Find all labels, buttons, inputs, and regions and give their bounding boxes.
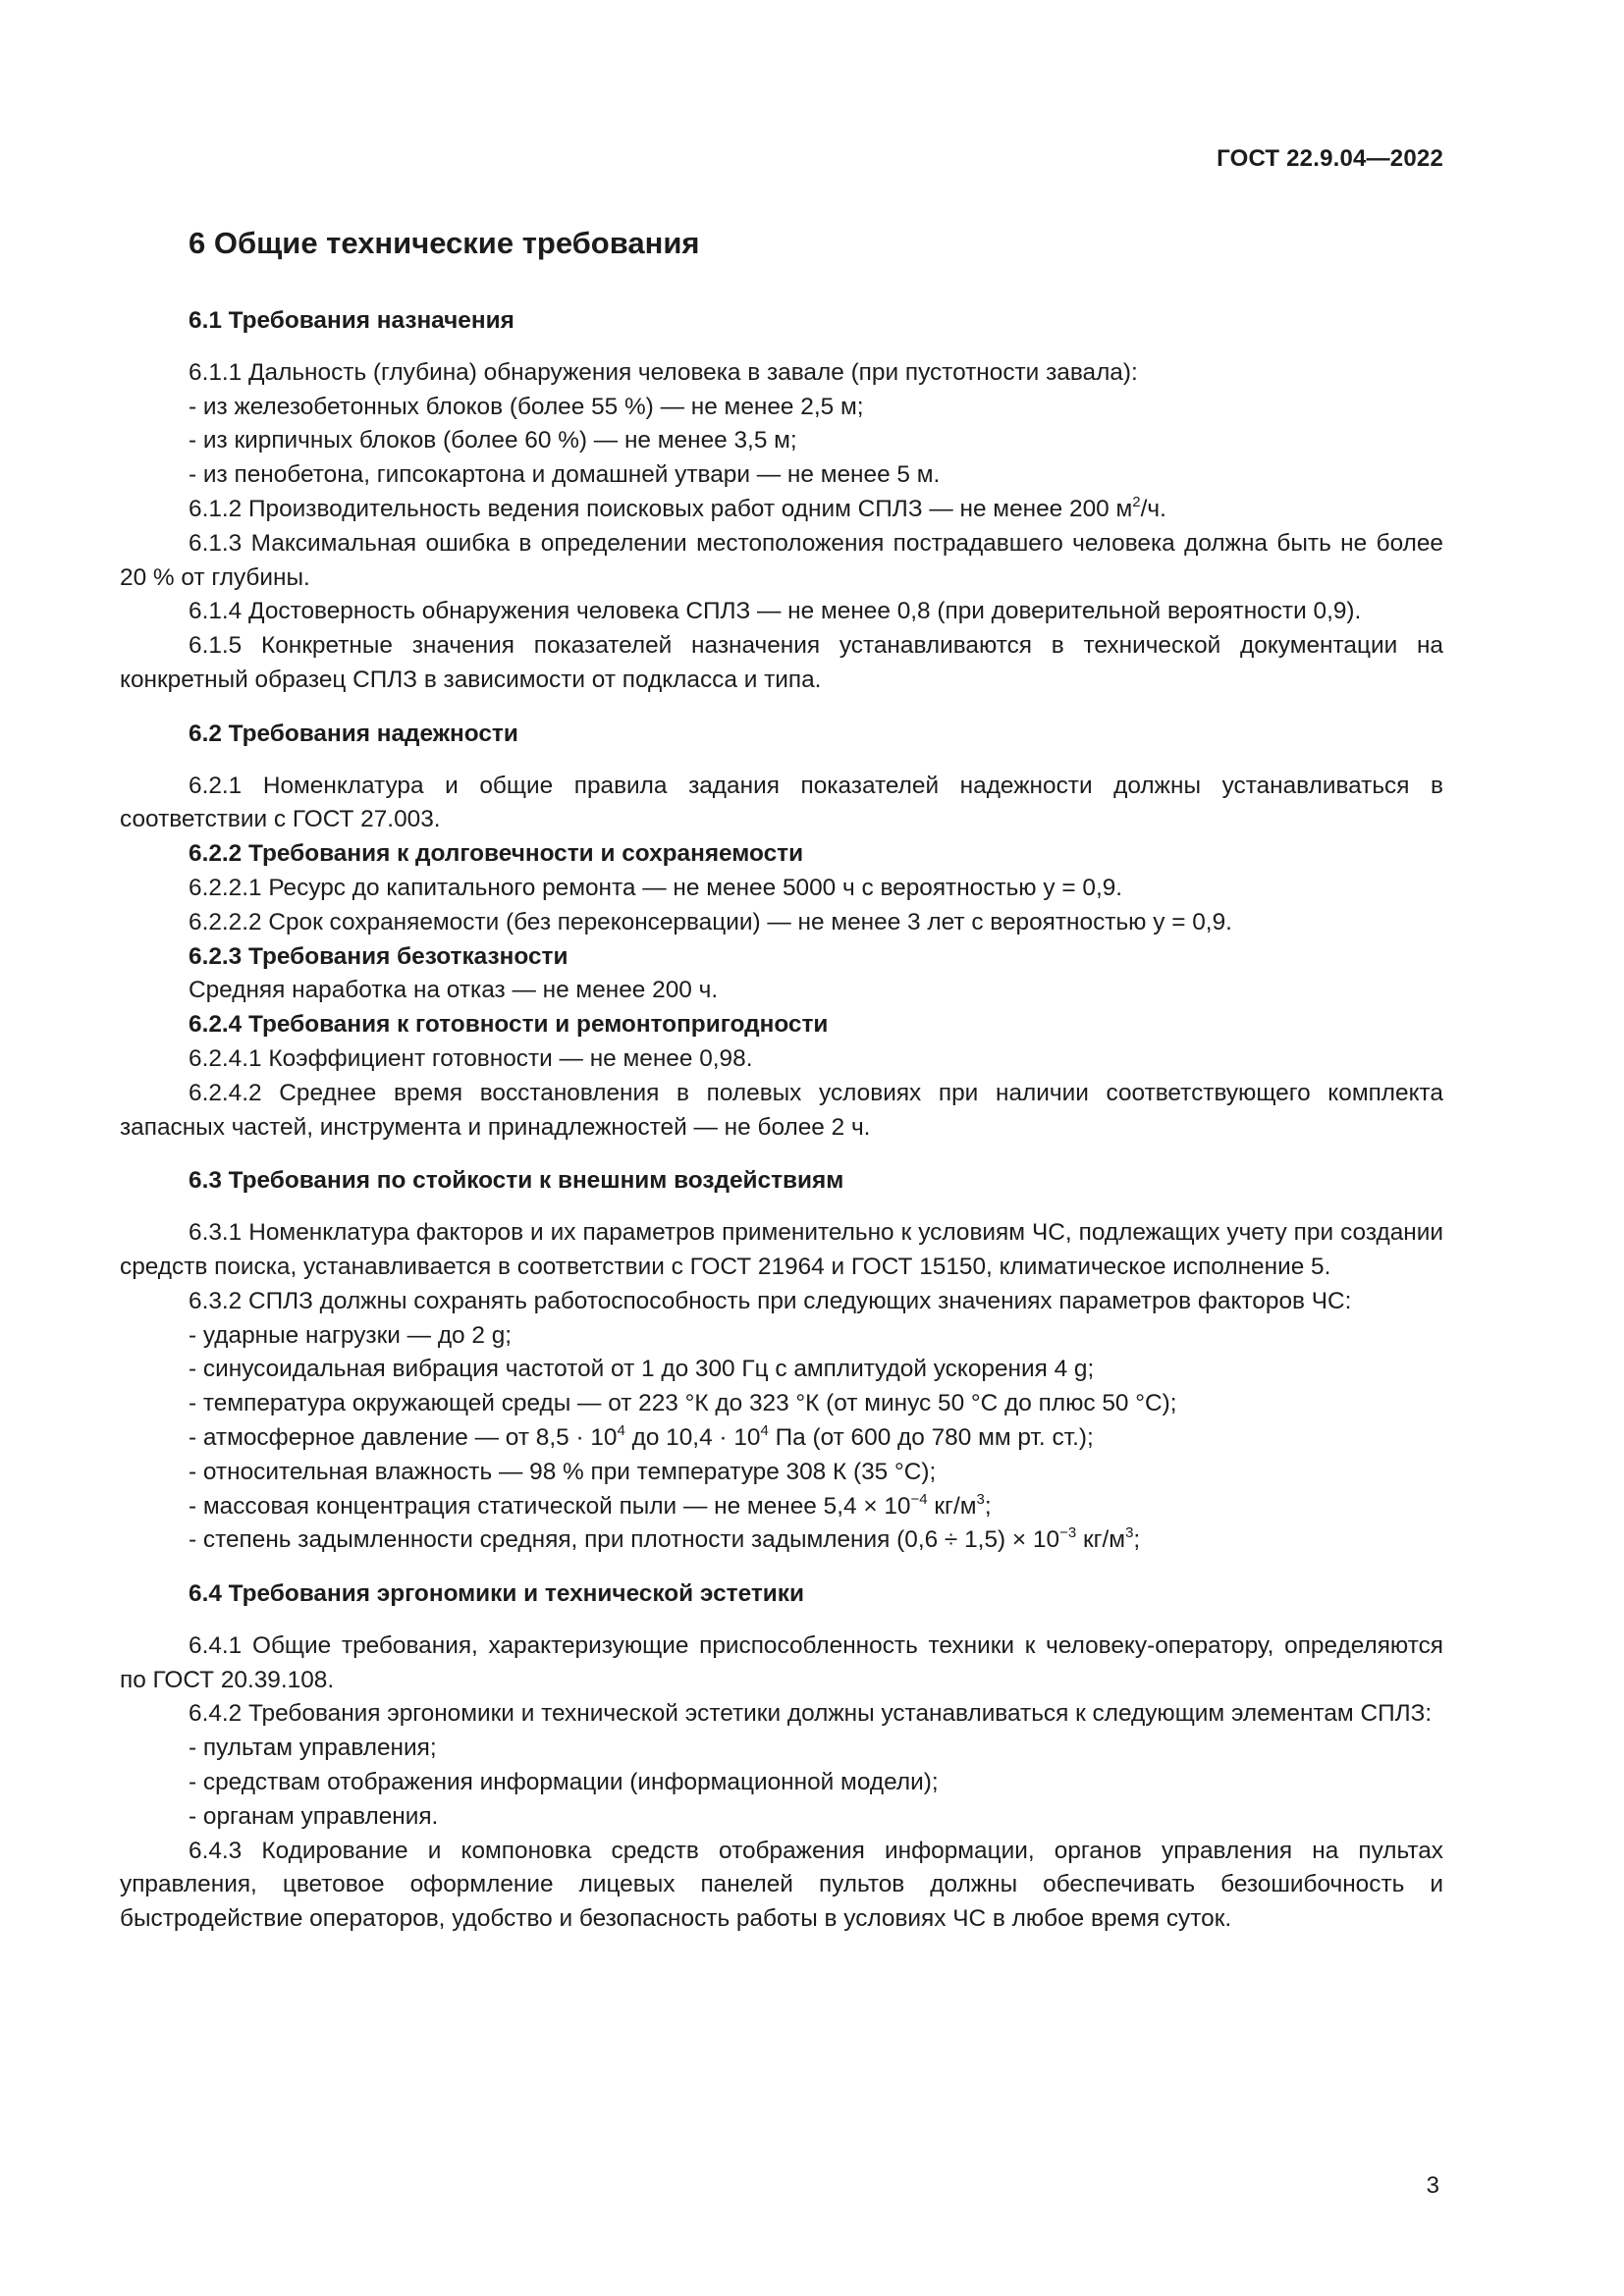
paragraph-6-2-4-1: 6.2.4.1 Коэффициент готовности — не менее 0,98. xyxy=(189,1044,753,1072)
paragraph-6-1-3: 6.1.3 Максимальная ошибка в определении местоположения пострадавшего человека должна быть не более 20 % от глубины. xyxy=(120,529,1443,591)
subsection-title-6-1: 6.1 Требования назначения xyxy=(189,307,514,334)
paragraph-6-2-3: Средняя наработка на отказ — не менее 200 ч. xyxy=(189,977,719,1004)
list-item: - средствам отображения информации (информационной модели); xyxy=(189,1769,939,1796)
list-item: - температура окружающей среды — от 223 °К до 323 °К (от минус 50 °С до плюс 50 °С); xyxy=(189,1390,1177,1417)
heading-6-2-2: 6.2.2 Требования к долговечности и сохраняемости xyxy=(189,840,804,868)
paragraph-6-2-1: 6.2.1 Номенклатура и общие правила задания показателей надежности должны устанавливаться в соответствии с ГОСТ 27.003. xyxy=(120,772,1443,833)
paragraph-6-2-2-1: 6.2.2.1 Ресурс до капитального ремонта — не менее 5000 ч с вероятностью y = 0,9. xyxy=(189,874,1123,901)
heading-6-2-3: 6.2.3 Требования безотказности xyxy=(189,942,568,970)
heading-6-2-4: 6.2.4 Требования к готовности и ремонтопригодности xyxy=(189,1011,829,1039)
list-item: - относительная влажность — 98 % при температуре 308 К (35 °С); xyxy=(189,1458,937,1485)
page-number: 3 xyxy=(1426,2172,1439,2199)
section-title: 6 Общие технические требования xyxy=(189,226,700,260)
page-content xyxy=(120,224,1443,1937)
paragraph-6-1-4: 6.1.4 Достоверность обнаружения человека СПЛЗ — не менее 0,8 (при доверительной вероятности 0,9). xyxy=(189,598,1362,625)
subsection-title-6-2: 6.2 Требования надежности xyxy=(189,720,518,747)
list-item: - из пенобетона, гипсокартона и домашней утвари — не менее 5 м. xyxy=(189,461,941,489)
paragraph-6-2-4-2: 6.2.4.2 Среднее время восстановления в полевых условиях при наличии соответствующего комплекта запасных частей, инструмента и принадлежностей — не более 2 ч. xyxy=(120,1079,1443,1141)
list-item: - степень задымленности средняя, при плотности задымления $(0,6 \div 1,5) \times 10^{-3}$ $кг/м^3$; xyxy=(189,1524,1141,1554)
list-item: - пультам управления; xyxy=(189,1735,437,1762)
paragraph-6-1-2: 6.1.2 Производительность ведения поисковых работ одним СПЛЗ — не менее 200 $м^2/ч$. xyxy=(189,493,1166,522)
subsection-title-6-3: 6.3 Требования по стойкости к внешним воздействиям xyxy=(189,1167,844,1195)
paragraph-6-4-3: 6.4.3 Кодирование и компоновка средств отображения информации, органов управления на пультах управления, цветовое оформление лицевых панелей пультов должны обеспечивать безошибочность и быстродействие операторов, удобство и безопасность работы в условиях ЧС в любое время суток. xyxy=(120,1837,1443,1933)
paragraph-6-1-5: 6.1.5 Конкретные значения показателей назначения устанавливаются в технической документации на конкретный образец СПЛЗ в зависимости от подкласса и типа. xyxy=(120,632,1443,693)
list-item: - синусоидальная вибрация частотой от 1 до 300 Гц с амплитудой ускорения 4 g; xyxy=(189,1356,1095,1383)
subsection-title-6-4: 6.4 Требования эргономики и технической эстетики xyxy=(189,1580,804,1608)
list-item: - из железобетонных блоков (более 55 %) — не менее 2,5 м; xyxy=(189,393,864,420)
paragraph-6-4-2: 6.4.2 Требования эргономики и технической эстетики должны устанавливаться к следующим элементам СПЛЗ: xyxy=(189,1700,1433,1728)
paragraph-6-4-1: 6.4.1 Общие требования, характеризующие приспособленность техники к человеку-оператору, определяются по ГОСТ 20.39.108. xyxy=(120,1631,1443,1693)
paragraph-6-2-2-2: 6.2.2.2 Срок сохраняемости (без переконсервации) — не менее 3 лет с вероятностью y = 0,9. xyxy=(189,908,1232,935)
paragraph-6-1-1: 6.1.1 Дальность (глубина) обнаружения человека в завале (при пустотности завала): xyxy=(189,358,1138,386)
list-item: - атмосферное давление — от $8,5 \cdot 10^4$ до $10,4 \cdot 10^4$ Па (от 600 до 780 мм рт. ст.); xyxy=(189,1421,1094,1451)
paragraph-6-3-2: 6.3.2 СПЛЗ должны сохранять работоспособность при следующих значениях параметров факторов ЧС: xyxy=(189,1287,1352,1314)
document-code: ГОСТ 22.9.04—2022 xyxy=(1217,145,1443,172)
list-item: - ударные нагрузки — до 2 g; xyxy=(189,1321,513,1349)
list-item: - массовая концентрация статической пыли — не менее $5,4 \times 10^{-4}$ $кг/м^3$; xyxy=(189,1490,992,1520)
list-item: - из кирпичных блоков (более 60 %) — не менее 3,5 м; xyxy=(189,427,797,454)
list-item: - органам управления. xyxy=(189,1802,439,1830)
paragraph-6-3-1: 6.3.1 Номенклатура факторов и их параметров применительно к условиям ЧС, подлежащих учету при создании средств поиска, устанавливается в соответствии с ГОСТ 21964 и ГОСТ 15150, климатическое исполнение 5. xyxy=(120,1219,1443,1280)
